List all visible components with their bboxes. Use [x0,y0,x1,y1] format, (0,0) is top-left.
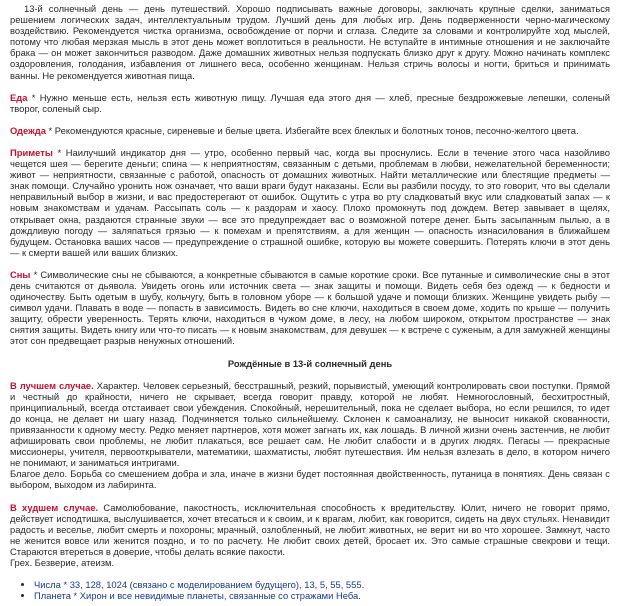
best-case-paragraph [10,380,610,469]
food-label: Еда [10,91,28,103]
clothing-text: * Рекомендуются красные, сиреневые и белые цвета. Избегайте всех блеклых и болотных тонов, песочно-желтого цвета. [45,124,579,136]
worst-case-paragraph [10,502,610,557]
list-item-planet [34,590,610,601]
good-deed-text: Благое дело. Борьба со смешением добра и зла, иначе в жизни будет постоянная двойственность, путаница в понятиях. День связан с выбором, выходом из лабиринта. [10,468,610,491]
numbers-text: Числа * 33, 128, 1024 (связано с моделированием будущего), 13, 5, 55, 555. [34,579,365,591]
clothing-paragraph [10,125,610,136]
dreams-text: * Символические сны не сбываются, а конкретные сбываются в самые короткие сроки. Все путанные и символические сны в этот день считаются от дьявола. Увидеть огонь или источник света — знак защиты и помощи. Видеть себя без одежд — к бедности и одиночеству. Быть одетым в шубу, кольчугу, быть в головном уборе — к большой удаче и помощи близких. Женщине увидеть рыбу — символ удачи. Плавать в воде — попасть в зависимость. Видеть во сне ключи, находиться в своем доме, ходить по крыше — получить защиту, обрести уверенность. Терять ключи, находиться в чужом доме, в лесу, на любом широком, открытом пространстве — знак снятия защиты. Видеть книгу или что-то писать — к новым знакомствам, для девушек — к встрече с суженым, а для замужней женщины этот сон предвещает разрыв ненужных отношений. [10,268,610,347]
day-intro-paragraph: 13-й солнечный день — день путешествий. Хорошо подписывать важные договоры, заключать крупные сделки, заниматься решением логических задач, интеллектуальным трудом. Лучший день для любых игр. День подверженности черно-магическому воздействию. Рекомендуется чистка организма, освобождение от порчи и сглаза. Следите за словами и контролируйте ход мыслей, потому что любая мерзкая мысль в этот день может воплотиться в реальности. Не вступайте в интимные отношения и не заключайте брака — он может закончиться разводом. Даже домашних животных нельзя подпускать близко друг к другу. Можно начинать комплекс оздоровления, голодания, избавления от лишнего веса, особенно женщинам. Нельзя стричь волосы и ногти, бриться и принимать ванны. Не рекомендуется животная пища. [10,3,610,81]
clothing-label: Одежда [10,124,46,136]
worst-case-text: Самолюбование, пакостность, исключительная способность к вредительству. Юлит, ничего не говорит прямо, действует исподтишка, выслушивается, хочет втесаться и к своим, и к врагам, любит, как говорится, сидеть на двух стульях. Ненавидит радость и веселье, любит смерть и похороны; мрачный, озлобленный, не любит животных, не верит ни во что хорошее. Замкнут, часто не женится вовсе или женится поздно, и то по расчету. Не любит своих детей, бросает их. Это самые страшные свекрови и тещи. Стараются втереться в доверие, чтобы делать всякие пакости. [10,501,610,557]
born-title: Рождённые в 13-й солнечный день [227,357,393,369]
food-paragraph [10,92,610,114]
food-text: * Нужно меньше есть, нельзя есть животную пищу. Лучшая еда этого дня — хлеб, пресные бездрожжевые лепешки, соленый творог, соленый сыр. [10,91,610,114]
omens-label: Приметы [10,146,53,158]
facts-list [10,579,610,601]
worst-case-label: В худшем случае. [10,501,99,513]
dreams-paragraph [10,269,610,347]
best-case-label: В лучшем случае. [10,379,94,391]
dreams-label: Сны [10,268,31,280]
best-case-text: Характер. Человек серьезный, бесстрашный, резкий, порывистый, умеющий контролировать свои поступки. Прямой и честный до крайности, ничего не скрывает, всегда говорит правду, которой не любят. Немногословный, бесхитростный, принципиальный, всегда отстаивает свои убеждения. Спокойный, нерешительный, пока не сделает выбора, но если решился, то идет до конца, не делает ни шагу назад. Подчиняется только сильнейшему. Склонен к самоанализу, не выносит никакой скованности, привязанности к одному месту. Редко меняет партнеров, хотя может загнать их, как лошадь. В личной жизни очень застенчив, не любит афишировать свои проблемы, не любит плакаться, все решает сам. Не любит слабости и в других людях. Пегасы — прекрасные миссионеры, учителя, первооткрыватели, математики, шахматисты, любят путешествия. Им нельзя взлезать в дело, в котором ничего не понимают, и заниматься интригами. [10,379,610,469]
planet-text: Планета * Хирон и все невидимые планеты, связанные со стражами Неба. [34,590,361,602]
omens-text: * Наилучший индикатор дня — утро, особенно первый час, когда вы проснулись. Если в течение этого часа назойливо чещется шея — берегите деньги; спина — к неприятностям, связанным с детьми, проблемам в любви, нежелательной беременности; живот — неприятности, связанные с работой, опасность от домашних животных. Найти металлические или блестящие предметы — знак помощи. Случайно уронить нож означает, что ваши враги будут наказаны. Если вы разбили посуду, то это говорит, что вы сделали неправильный выбор в жизни, и вас предостерегают от ошибок. Ощутить с утра во рту сладковатый вкус или сладковатый запах — к новым знакомствам и удачам. Рассыпать соль — к раздорам и хаосу. Плохо промокнуть под дождем. Ветер завывает в щелях, открывает окна, раздаются странные звуки — все это предупреждает вас о возможной потере денег. Быть засыпанным пылью, а в дождливую погоду — заляпаться грязью — к помехам и препятствиям, а для женщин — опасность изнасилования в ближайшем будущем. Остановка ваших часов — предупреждение о страшной ошибке, которую вы можете совершить. Потерять ключи в этот день — к смерти вашей или ваших близких. [10,146,610,258]
omens-paragraph [10,147,610,258]
sin-text: Грех. Безверие, атеизм. [10,557,115,569]
list-item-numbers [34,579,610,590]
